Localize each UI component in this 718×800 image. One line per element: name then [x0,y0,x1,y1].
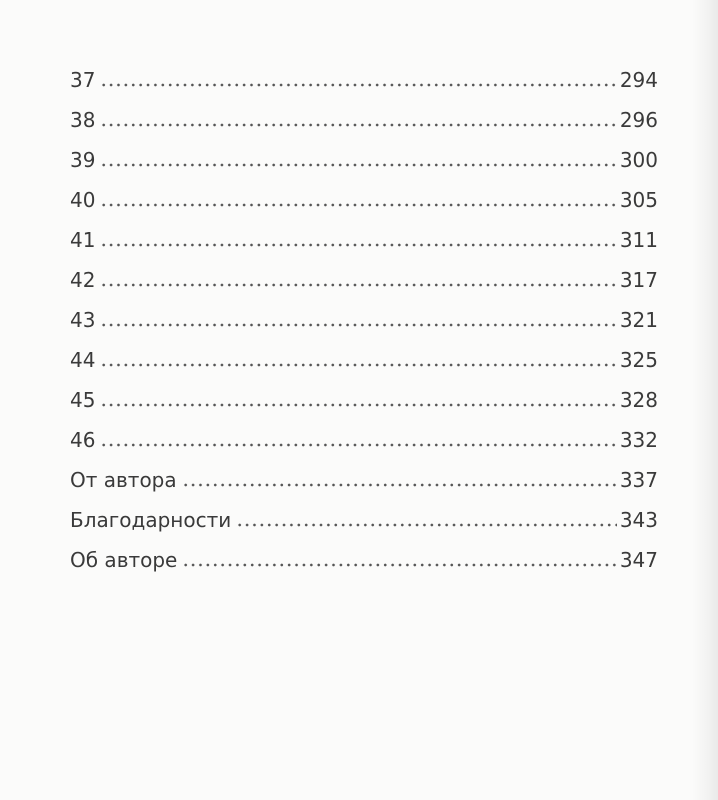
toc-entry-page: 347 [619,548,658,572]
dot-leader [182,483,617,487]
toc-entry [70,218,658,258]
toc-entry-page: 328 [619,388,658,412]
dot-leader [236,523,617,527]
toc-entry [70,178,658,218]
toc-entry-label: 44 [70,348,96,372]
toc-entry-label: Об авторе [70,548,178,572]
dot-leader [100,123,616,127]
toc-entry [70,418,658,458]
toc-entry [70,258,658,298]
dot-leader [100,323,616,327]
toc-entry [70,338,658,378]
toc-entry-label: 43 [70,308,96,332]
toc-entry-page: 343 [619,508,658,532]
dot-leader [100,403,616,407]
dot-leader [100,163,616,167]
table-of-contents [70,58,658,578]
dot-leader [100,443,616,447]
toc-entry-page: 305 [619,188,658,212]
toc-entry-label: 41 [70,228,96,252]
toc-entry-label: 39 [70,148,96,172]
toc-entry [70,98,658,138]
toc-entry-label: 42 [70,268,96,292]
toc-entry-page: 332 [619,428,658,452]
toc-entry-label: 38 [70,108,96,132]
toc-entry-page: 311 [619,228,658,252]
toc-entry [70,58,658,98]
toc-entry-page: 296 [619,108,658,132]
dot-leader [182,563,616,567]
toc-entry-label: Благодарности [70,508,232,532]
toc-entry [70,538,658,578]
toc-entry-label: 37 [70,68,96,92]
toc-entry-label: 46 [70,428,96,452]
toc-entry-page: 325 [619,348,658,372]
toc-entry-label: 45 [70,388,96,412]
dot-leader [100,203,616,207]
toc-entry-label: От автора [70,468,177,492]
toc-entry-page: 294 [619,68,658,92]
toc-entry-page: 321 [619,308,658,332]
dot-leader [100,83,616,87]
toc-entry-label: 40 [70,188,96,212]
toc-entry-page: 300 [619,148,658,172]
dot-leader [100,283,616,287]
toc-entry [70,458,658,498]
page-edge-shadow [692,0,718,800]
dot-leader [100,243,616,247]
toc-entry-page: 317 [619,268,658,292]
toc-entry [70,378,658,418]
dot-leader [100,363,616,367]
toc-entry [70,498,658,538]
toc-entry [70,298,658,338]
toc-entry [70,138,658,178]
toc-entry-page: 337 [619,468,658,492]
